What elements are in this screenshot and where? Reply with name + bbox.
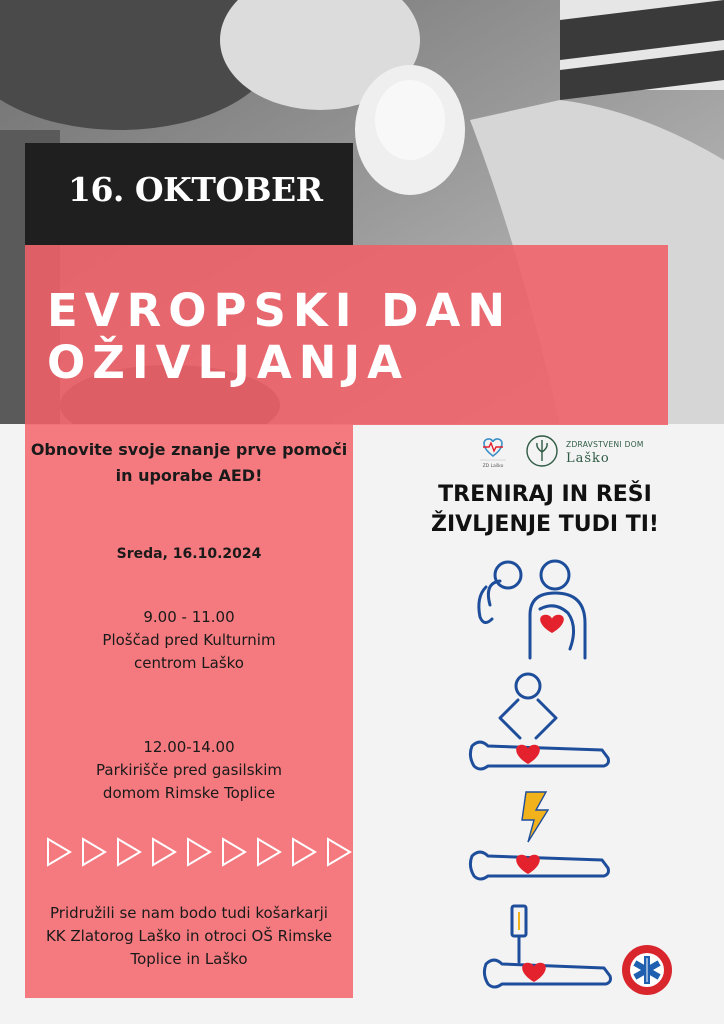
session-2-place-line2: domom Rimske Toplice (102, 784, 276, 802)
footer-line-1: Pridružili se nam bodo tudi košarkarji (50, 904, 328, 922)
aed-pads-icon (476, 902, 616, 998)
zd-heart-logo (478, 432, 508, 476)
footer-line-2: KK Zlatorog Laško in otroci OŠ Rimske (45, 927, 333, 945)
tree-emblem-icon (525, 434, 559, 468)
title-line-2: OŽIVLJANJA (47, 336, 409, 389)
heart-pulse-icon (478, 432, 508, 472)
arrow-divider (46, 836, 354, 872)
zd-lasko-logo (525, 434, 559, 472)
session-1-place-line1: Ploščad pred Kulturnim (102, 631, 276, 649)
zd-name: ZDRAVSTVENI DOM (566, 440, 644, 449)
cta-line-2: ŽIVLJENJE TUDI TI! (431, 512, 659, 537)
title-line-1: EVROPSKI DAN (47, 284, 512, 337)
star-of-life-icon (621, 944, 673, 996)
cta-line-1: TRENIRAJ IN REŠI (438, 482, 652, 507)
emergency-medical-emblem (621, 944, 673, 1000)
call-to-action (400, 480, 690, 540)
footer-line-3: Toplice in Laško (130, 950, 248, 968)
session-1-time: 9.00 - 11.00 (143, 608, 235, 626)
play-arrows-icon (46, 836, 354, 868)
zd-place: Laško (566, 451, 610, 466)
event-day: Sreda, 16.10.2024 (116, 546, 262, 562)
svg-text:ZD Laško: ZD Laško (482, 464, 504, 469)
session-1-place-line2: centrom Laško (134, 654, 244, 672)
session-1 (25, 606, 353, 675)
defibrillator-shock-icon (464, 790, 614, 892)
intro-text: Obnovite svoje znanje prve pomoči in uporabe AED! (30, 440, 348, 485)
session-2-place-line1: Parkirišče pred gasilskim (96, 761, 282, 779)
session-2 (25, 736, 353, 805)
chest-compression-icon (464, 668, 614, 780)
session-2-time: 12.00-14.00 (143, 738, 235, 756)
footer-text (25, 902, 353, 971)
check-patient-icon (470, 553, 590, 665)
event-date: 16. OKTOBER (68, 170, 323, 209)
